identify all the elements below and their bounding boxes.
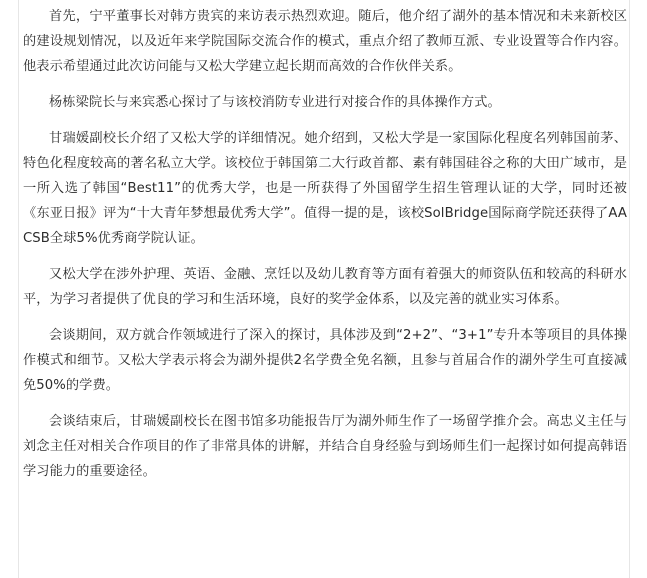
article-paragraph-3: 甘瑞媛副校长介绍了又松大学的详细情况。她介绍到，又松大学是一家国际化程度名列韩国前茅、特色化程度较高的著名私立大学。该校位于韩国第二大行政首都、素有韩国硅谷之称的大田广域市，是一所入选了韩国“Best11”的优秀大学，也是一所获得了外国留学生招生管理认证的大学，同时还被《东亚日报》评为“十大青年梦想最优秀大学”。值得一提的是，该校SolBridge国际商学院还获得了AACSB全球5%优秀商学院认证。: [23, 131, 627, 246]
article-paragraph-1: 首先，宁平董事长对韩方贵宾的来访表示热烈欢迎。随后，他介绍了湖外的基本情况和未来新校区的建设规划情况，以及近年来学院国际交流合作的模式，重点介绍了教师互派、专业设置等合作内容。他表示希望通过此次访问能与又松大学建立起长期而高效的合作伙伴关系。: [23, 9, 627, 74]
news-article-body: [18, 0, 630, 578]
article-paragraph-6: 会谈结束后，甘瑞媛副校长在图书馆多功能报告厅为湖外师生作了一场留学推介会。高忠义主任与刘念主任对相关合作项目的作了非常具体的讲解，并结合自身经验与到场师生们一起探讨如何提高韩语学习能力的重要途径。: [23, 414, 627, 479]
article-paragraph-5: 会谈期间，双方就合作领域进行了深入的探讨，具体涉及到“2+2”、“3+1”专升本等项目的具体操作模式和细节。又松大学表示将会为湖外提供2名学费全免名额，且参与首届合作的湖外学生可直接减免50%的学费。: [23, 328, 627, 393]
article-paragraph-4: 又松大学在涉外护理、英语、金融、烹饪以及幼儿教育等方面有着强大的师资队伍和较高的科研水平，为学习者提供了优良的学习和生活环境，良好的奖学金体系，以及完善的就业实习体系。: [23, 267, 627, 307]
article-paragraph-2: 杨栋梁院长与来宾悉心探讨了与该校消防专业进行对接合作的具体操作方式。: [49, 95, 501, 110]
